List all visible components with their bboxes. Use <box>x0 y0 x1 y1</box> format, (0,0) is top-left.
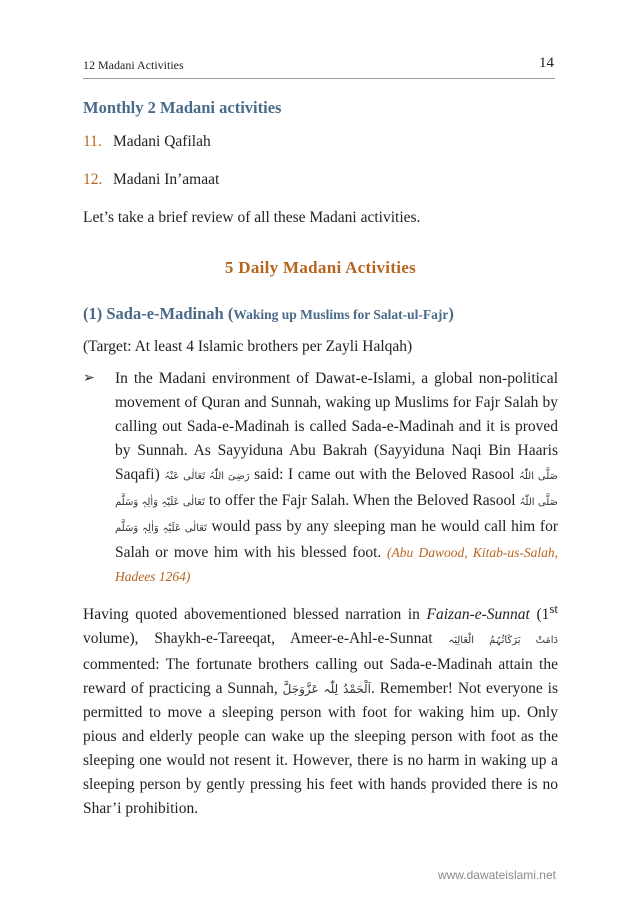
bullet-item <box>83 367 558 589</box>
paragraph-part: commented: The fortunate brothers calling out Sada-e-Madinah attain the reward of practicing a Sunnah, <box>83 656 558 698</box>
commentary-paragraph <box>83 597 558 821</box>
paragraph-part: volume), Shaykh-e-Tareeqat, Ameer-e-Ahl-e-Sunnat <box>83 630 449 648</box>
list-item-label: Madani Qafilah <box>113 133 211 150</box>
footer-url: www.dawateislami.net <box>437 868 556 882</box>
sada-e-madinah-heading <box>83 302 558 327</box>
paragraph-part: . Remember! Not everyone is permitted to move a sleeping person with foot for waking him up. Only pious and elderly people can wake up the sleeping person with foot as the sleeping one would not resent it. However, there is no harm in waking up a sleeping person by gently pressing his feet with hands provided there is no Shar’i prohibition. <box>83 680 558 818</box>
header-divider <box>83 78 555 79</box>
paragraph-part: Having quoted abovementioned blessed narration in <box>83 606 427 624</box>
arabic-hamd: اَلْحَمْدُ لِلّٰہ عَزَّوَجَلَّ <box>282 682 371 697</box>
list-item-label: Madani In’amaat <box>113 171 220 188</box>
target-line: (Target: At least 4 Islamic brothers per Zayli Halqah) <box>83 338 413 355</box>
list-item-number: 11. <box>83 133 102 150</box>
running-header-title: 12 Madani Activities <box>83 58 184 72</box>
hadith-citation: (Abu Dawood, Kitab-us-Salah, Hadees 1264) <box>115 545 559 584</box>
bullet-text-part: would pass by any sleeping man he would call him for Salah or move him with his blessed foot. <box>115 518 558 561</box>
heading-main: (1) Sada-e-Madinah ( <box>83 304 234 323</box>
heading-subtitle: Waking up Muslims for Salat-ul-Fajr <box>233 307 449 322</box>
arabic-radiallah: رَضِیَ اللّٰہُ تَعَالٰی عَنْہُ <box>164 471 250 482</box>
list-item <box>83 168 558 192</box>
bullet-text-part: to offer the Fajr Salah. When the Beloved Rasool <box>204 492 520 509</box>
list-item <box>83 130 558 154</box>
list-item-number: 12. <box>83 171 103 188</box>
intro-paragraph: Let’s take a brief review of all these Madani activities. <box>83 209 421 226</box>
bullet-text-part: In the Madani environment of Dawat-e-Islami, a global non-political movement of Quran and Sunnah, waking up Muslims for Fajr Salah by calling out Sada-e-Madinah is called Sada-e-Madinah and it is proved by Sunnah. As Sayyiduna Abu Bakrah (Sayyiduna Naqi Bin Haaris Saqafi) <box>115 370 558 483</box>
book-title: Faizan-e-Sunnat <box>426 606 530 624</box>
bullet-arrow-icon: ➢ <box>83 371 95 386</box>
arabic-salawat: صَلَّی اللّٰہُ تَعَالٰی عَلَیْہِ وَاٰلِہٖ وَسَلَّم <box>115 497 559 534</box>
ordinal-suffix: st <box>549 601 558 616</box>
page-content <box>83 92 558 821</box>
daily-activities-heading: 5 Daily Madani Activities <box>224 258 417 277</box>
arabic-salawat: صَلَّی اللّٰہُ تَعَالٰی عَلَیْہِ وَاٰلِہٖ وَسَلَّم <box>115 471 559 508</box>
arabic-daamat: دَامَتْ بَرَکَاتُہُمُ الْعَالِیَہ <box>448 635 559 647</box>
page-number: 14 <box>539 55 554 71</box>
bullet-text-part: said: I came out with the Beloved Rasool <box>249 466 519 483</box>
paragraph-part: (1 <box>529 606 550 624</box>
bullet-text <box>115 367 558 589</box>
monthly-activities-heading: Monthly 2 Madani activities <box>83 98 282 117</box>
heading-close: ) <box>448 304 454 323</box>
